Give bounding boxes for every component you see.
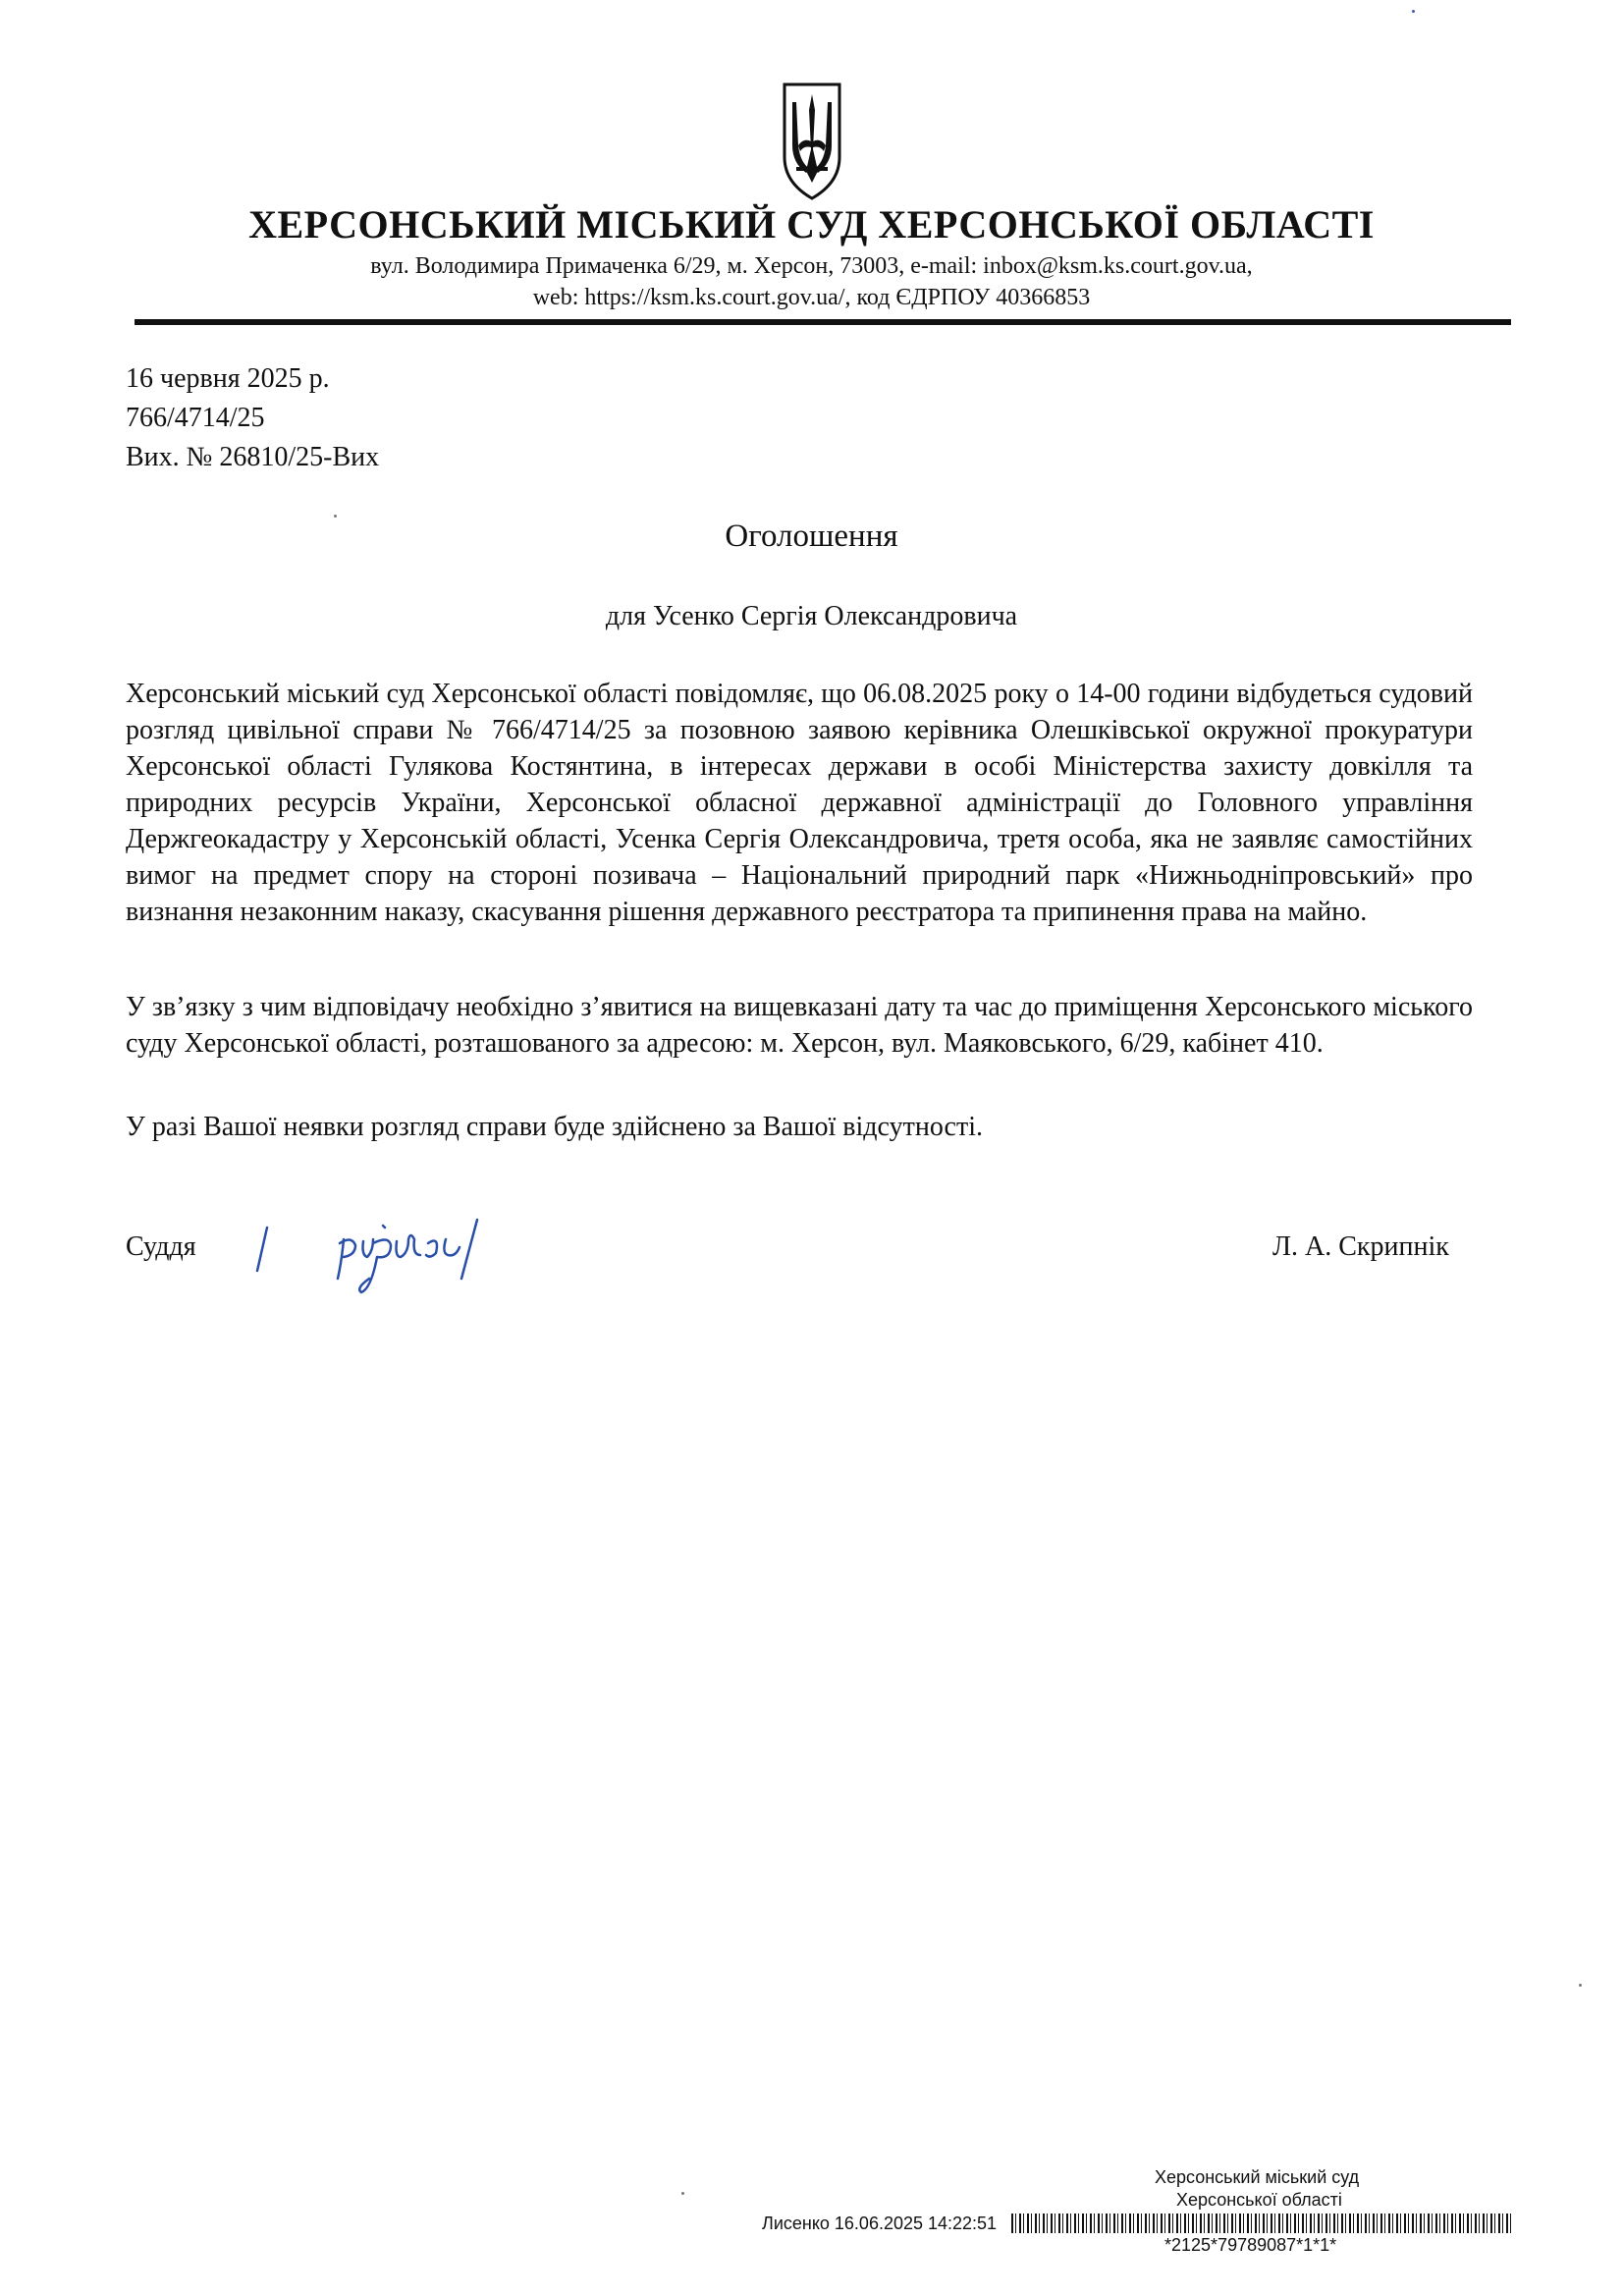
case-number: 766/4714/25 [126,403,265,433]
scan-speck [1412,10,1415,13]
warning-paragraph [126,1109,1473,1145]
court-web-and-code: web: https://ksm.ks.court.gov.ua/, код ЄДРПОУ 40366853 [532,285,1091,310]
announcement-paragraph [126,676,1473,930]
paragraph-text: У зв’язку з чим відповідачу необхідно з’явитися на вищевказані дату та час до приміщення Херсонського міського суду Херсонської області, розташованого за адресою: м. Херсон, вул. Маяковського, 6/29, кабінет 410. [126,992,1473,1059]
barcode [1011,2214,1512,2233]
scan-speck [334,515,337,518]
scan-speck [681,2192,684,2195]
document-date: 16 червня 2025 р. [126,363,330,394]
outgoing-number: Вих. № 26810/25-Вих [126,442,380,472]
paragraph-text: У разі Вашої неявки розгляд справи буде здійснено за Вашої відсутності. [126,1112,983,1142]
paragraph-text: Херсонський міський суд Херсонської області повідомляє, що 06.08.2025 року о 14-00 години відбудеться судовий розгляд цивільної справи № 766/4714/25 за позовною заявою керівника Олешківської окружної прокуратури Херсонської області Гулякова Костянтина, в інтересах держави в особі Міністерства захисту довкілля та природних ресурсів України, Херсонської обласної державної адміністрації до Головного управління Держгеокадастру у Херсонській області, Усенка Сергія Олександровича, третя особа, яка не заявляє самостійних вимог на предмет спору на стороні позивача – Національний природний парк «Нижньодніпровський» про визнання незаконним наказу, скасування рішення державного реєстратора та припинення права на майно. [126,679,1473,927]
barcode-code: *2125*79789087*1*1* [1164,2235,1337,2255]
instruction-paragraph [126,989,1473,1062]
judge-label: Суддя [126,1231,196,1262]
registration-stamp-region: Херсонської області [1176,2190,1342,2210]
court-address: вул. Володимира Примаченка 6/29, м. Херсон, 73003, e-mail: inbox@ksm.ks.court.gov.ua, [370,253,1253,279]
scan-speck [1579,1984,1582,1987]
handwritten-signature [253,1210,509,1298]
judge-name: Л. А. Скрипнік [1272,1231,1449,1262]
document-heading: Оголошення [725,519,898,554]
registrar-timestamp: Лисенко 16.06.2025 14:22:51 [762,2214,998,2233]
registration-stamp-court: Херсонський міський суд [1155,2167,1360,2187]
court-name: ХЕРСОНСЬКИЙ МІСЬКИЙ СУД ХЕРСОНСЬКОЇ ОБЛАСТІ [248,202,1375,246]
addressee-line: для Усенко Сергія Олександровича [605,601,1018,631]
header-divider [135,319,1511,325]
tryzub-emblem-icon [781,81,843,202]
